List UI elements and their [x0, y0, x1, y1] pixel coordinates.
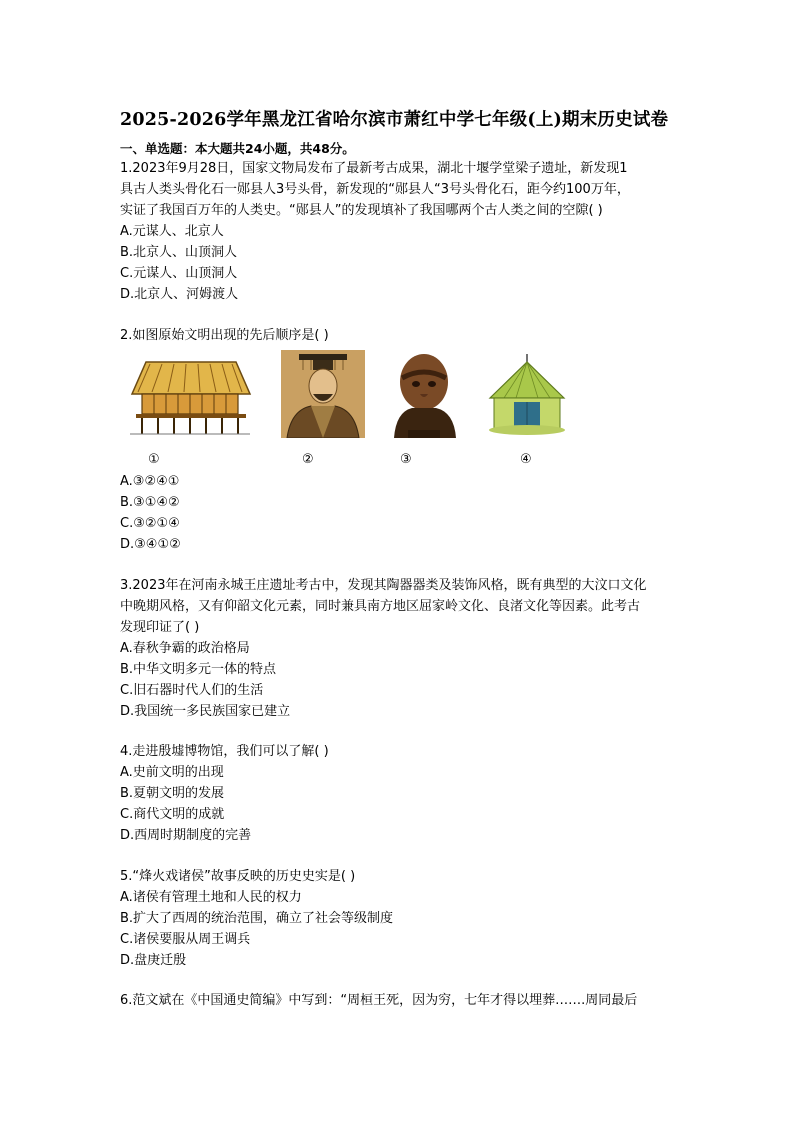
early-human-bust-image [384, 348, 462, 438]
q3-stem-line-1: 3.2023年在河南永城王庄遗址考古中，发现其陶器器类及装饰风格，既有典型的大汶口文化 [120, 578, 647, 593]
q4-option-a[interactable]: A.史前文明的出现 [120, 765, 224, 780]
q1-option-a[interactable]: A.元谋人、北京人 [120, 224, 224, 239]
q2-option-a[interactable]: A.③②④① [120, 474, 180, 489]
q3-option-b[interactable]: B.中华文明多元一体的特点 [120, 662, 277, 677]
q3-stem-line-2: 中晚期风格，又有仰韶文化元素，同时兼具南方地区屈家岭文化、良渚文化等因素。此考古 [120, 599, 641, 614]
q6-stem-line-1: 6.范文斌在《中国通史简编》中写到：“周桓王死，因为穷，七年才得以埋葬…….周同最后 [120, 993, 638, 1008]
image-label-4: ④ [520, 452, 532, 467]
q5-option-d[interactable]: D.盘庚迁殷 [120, 953, 187, 968]
q4-option-c[interactable]: C.商代文明的成就 [120, 807, 225, 822]
q2-stem: 2.如图原始文明出现的先后顺序是( ) [120, 328, 329, 343]
q3-option-a[interactable]: A.春秋争霸的政治格局 [120, 641, 250, 656]
image-label-3: ③ [400, 452, 412, 467]
q5-option-b[interactable]: B.扩大了西周的统治范围，确立了社会等级制度 [120, 911, 394, 926]
page-title: 2025-2026学年黑龙江省哈尔滨市萧红中学七年级(上)期末历史试卷 [120, 110, 669, 130]
q5-option-c[interactable]: C.诸侯要服从周王调兵 [120, 932, 251, 947]
q5-stem: 5.“烽火戏诸侯”故事反映的历史史实是( ) [120, 869, 356, 884]
section-heading: 一、单选题：本大题共24小题，共48分。 [120, 141, 355, 156]
q1-option-b[interactable]: B.北京人、山顶洞人 [120, 245, 238, 260]
q4-option-b[interactable]: B.夏朝文明的发展 [120, 786, 225, 801]
image-label-2: ② [302, 452, 314, 467]
q1-stem-line-2: 具古人类头骨化石一郧县人3号头骨，新发现的“郧县人“3号头骨化石，距今约100万年， [120, 182, 630, 197]
q1-stem-line-1: 1.2023年9月28日，国家文物局发布了最新考古成果，湖北十堰学堂梁子遗址，新发现1 [120, 161, 628, 176]
round-hut-image [484, 352, 570, 438]
q3-stem-line-3: 发现印证了( ) [120, 620, 200, 635]
q2-option-d[interactable]: D.③④①② [120, 537, 181, 552]
q1-stem-line-3: 实证了我国百万年的人类史。“郧县人”的发现填补了我国哪两个古人类之间的空隙( ) [120, 203, 603, 218]
q4-option-d[interactable]: D.西周时期制度的完善 [120, 828, 252, 843]
q5-option-a[interactable]: A.诸侯有管理土地和人民的权力 [120, 890, 302, 905]
q3-option-d[interactable]: D.我国统一多民族国家已建立 [120, 704, 291, 719]
q4-stem: 4.走进殷墟博物馆，我们可以了解( ) [120, 744, 329, 759]
image-label-1: ① [148, 452, 160, 467]
q2-option-c[interactable]: C.③②①④ [120, 516, 180, 531]
q2-option-b[interactable]: B.③①④② [120, 495, 180, 510]
q1-option-c[interactable]: C.元谋人、山顶洞人 [120, 266, 238, 281]
q1-option-d[interactable]: D.北京人、河姆渡人 [120, 287, 239, 302]
stilt-house-image [128, 354, 252, 436]
q3-option-c[interactable]: C.旧石器时代人们的生活 [120, 683, 264, 698]
emperor-portrait-image [281, 350, 365, 438]
